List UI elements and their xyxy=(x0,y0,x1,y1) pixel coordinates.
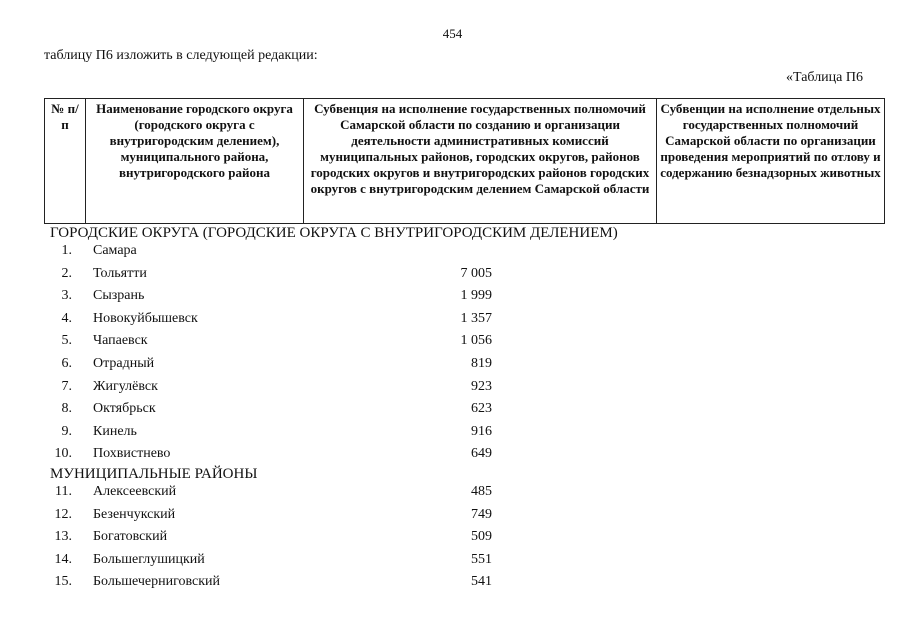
row-number: 15. xyxy=(54,574,72,589)
page-number: 454 xyxy=(442,26,463,41)
row-number: 11. xyxy=(55,484,72,499)
row-name: Самара xyxy=(93,243,137,258)
row-number: 14. xyxy=(54,552,72,567)
section-title: МУНИЦИПАЛЬНЫЕ РАЙОНЫ xyxy=(50,466,258,482)
row-value: 1 056 xyxy=(460,333,492,348)
column-header-number: № п/п xyxy=(45,99,86,224)
row-value: 485 xyxy=(471,484,492,499)
row-name: Новокуйбышевск xyxy=(93,311,198,326)
row-number: 13. xyxy=(54,529,72,544)
row-value: 749 xyxy=(471,507,492,522)
row-value: 649 xyxy=(471,446,492,461)
row-value: 923 xyxy=(471,379,492,394)
row-number: 6. xyxy=(61,356,72,371)
row-value: 1 999 xyxy=(460,288,492,303)
row-number: 3. xyxy=(61,288,72,303)
row-number: 9. xyxy=(61,424,72,439)
row-number: 1. xyxy=(61,243,72,258)
row-number: 10. xyxy=(54,446,72,461)
row-name: Сызрань xyxy=(93,288,145,303)
row-name: Жигулёвск xyxy=(93,379,158,394)
row-value: 551 xyxy=(471,552,492,567)
column-header-animals: Субвенции на исполнение отдельных государственных полномочий Самарской области по организации проведения мероприятий по отлову и содержанию безнадзорных животных xyxy=(657,99,885,224)
row-number: 12. xyxy=(54,507,72,522)
row-number: 8. xyxy=(61,401,72,416)
row-value: 7 005 xyxy=(460,266,492,281)
intro-text: таблицу П6 изложить в следующей редакции: xyxy=(44,48,318,63)
row-name: Безенчукский xyxy=(93,507,176,522)
row-name: Тольятти xyxy=(93,266,147,281)
row-value: 1 357 xyxy=(460,311,492,326)
row-value: 623 xyxy=(471,401,492,416)
column-header-admin-commissions: Субвенция на исполнение государственных полномочий Самарской области по созданию и организации деятельности административных комиссий муниципальных районов, городских округов, районов городских округов и внутригородских районов городских округов с внутригородским делением Самарской области xyxy=(304,99,657,224)
row-number: 2. xyxy=(61,266,72,281)
row-number: 7. xyxy=(61,379,72,394)
section-title: ГОРОДСКИЕ ОКРУГА (ГОРОДСКИЕ ОКРУГА С ВНУТРИГОРОДСКИМ ДЕЛЕНИЕМ) xyxy=(50,225,618,241)
row-name: Отрадный xyxy=(93,356,155,371)
row-name: Богатовский xyxy=(93,529,168,544)
row-name: Алексеевский xyxy=(93,484,177,499)
row-name: Похвистнево xyxy=(93,446,171,461)
row-number: 5. xyxy=(61,333,72,348)
row-number: 4. xyxy=(61,311,72,326)
row-name: Чапаевск xyxy=(93,333,148,348)
row-name: Кинель xyxy=(93,424,137,439)
row-value: 541 xyxy=(471,574,492,589)
row-name: Большеглушицкий xyxy=(93,552,205,567)
table-label: «Таблица П6 xyxy=(786,70,863,85)
row-value: 819 xyxy=(471,356,492,371)
row-value: 509 xyxy=(471,529,492,544)
row-name: Октябрьск xyxy=(93,401,156,416)
row-value: 916 xyxy=(471,424,492,439)
table-header xyxy=(44,98,885,224)
column-header-name: Наименование городского округа (городского округа с внутригородским делением), муниципального района, внутригородского района xyxy=(86,99,304,224)
row-name: Большечерниговский xyxy=(93,574,221,589)
